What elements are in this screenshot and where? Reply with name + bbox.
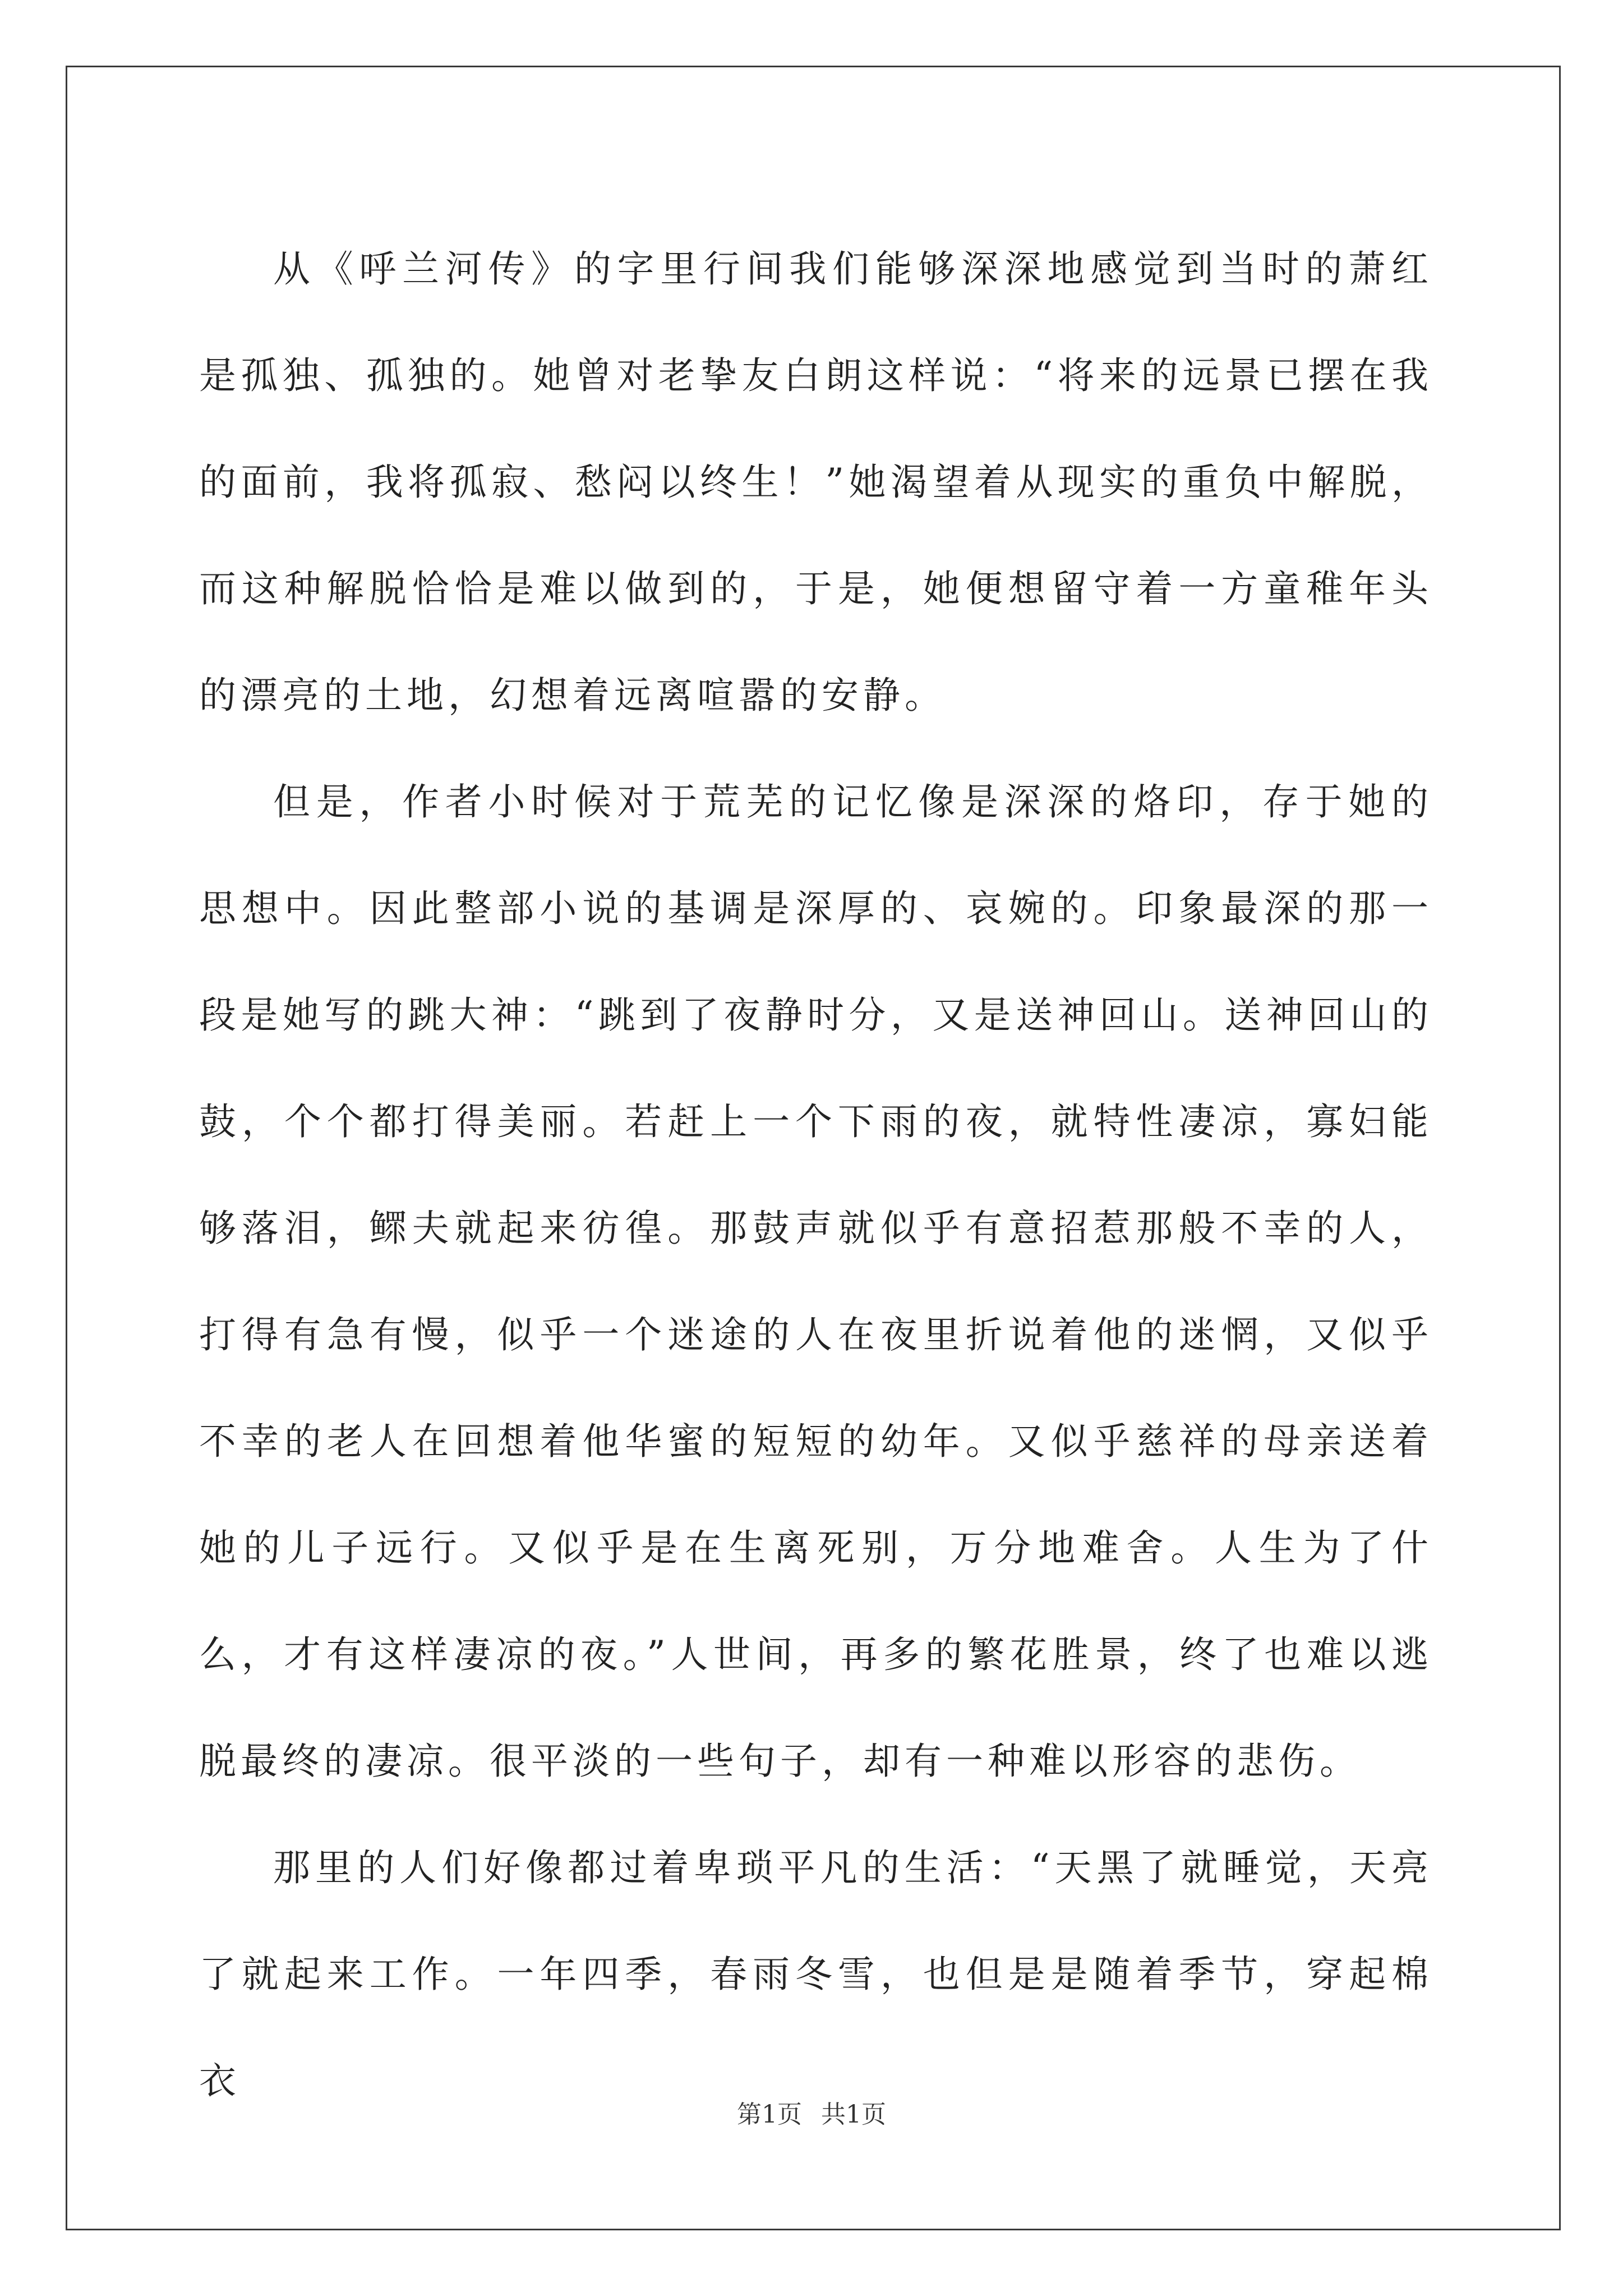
document-body	[199, 216, 1433, 2134]
paragraph-2: 但是，作者小时候对于荒芜的记忆像是深深的烙印，存于她的思想中。因此整部小说的基调是深厚的、哀婉的。印象最深的那一段是她写的跳大神：“跳到了夜静时分，又是送神回山。送神回山的鼓，个个都打得美丽。若赶上一个下雨的夜，就特性凄凉，寡妇能够落泪，鳏夫就起来彷徨。那鼓声就似乎有意招惹那般不幸的人，打得有急有慢，似乎一个迷途的人在夜里折说着他的迷惘，又似乎不幸的老人在回想着他华蜜的短短的幼年。又似乎慈祥的母亲送着她的儿子远行。又似乎是在生离死别，万分地难舍。人生为了什么，才有这样凄凉的夜。”人世间，再多的繁花胜景，终了也难以逃脱最终的凄凉。很平淡的一些句子，却有一种难以形容的悲伤。	[199, 780, 1433, 1783]
page-total: 共1页	[821, 2100, 886, 2129]
paragraph-1: 从《呼兰河传》的字里行间我们能够深深地感觉到当时的萧红是孤独、孤独的。她曾对老挚友白朗这样说：“将来的远景已摆在我的面前，我将孤寂、愁闷以终生！”她渴望着从现实的重负中解脱，而这种解脱恰恰是难以做到的，于是，她便想留守着一方童稚年头的漂亮的土地，幻想着远离喧嚣的安静。	[199, 247, 1433, 717]
page-number: 第1页	[737, 2100, 802, 2129]
paragraph-3: 那里的人们好像都过着卑琐平凡的生活：“天黑了就睡觉，天亮了就起来工作。一年四季，春雨冬雪，也但是是随着季节，穿起棉衣	[199, 1846, 1433, 2102]
page-footer	[0, 2098, 1623, 2132]
